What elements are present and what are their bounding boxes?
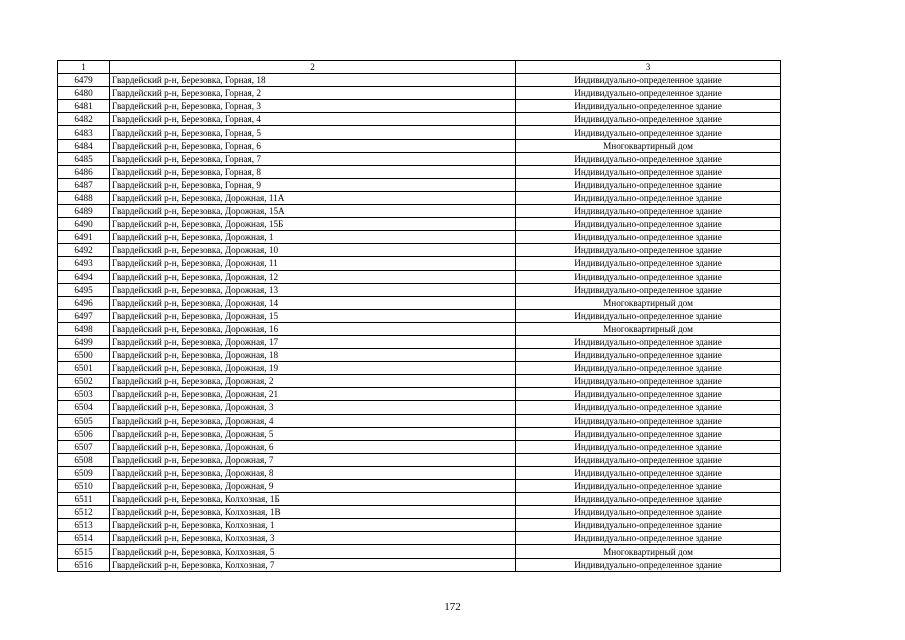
cell-number: 6497 (58, 309, 110, 322)
cell-object-type: Индивидуально-определенное здание (516, 87, 781, 100)
table-row (58, 558, 781, 571)
table-row (58, 362, 781, 375)
cell-object-type: Индивидуально-определенное здание (516, 218, 781, 231)
table-row (58, 191, 781, 204)
table-row (58, 335, 781, 348)
table-row (58, 349, 781, 362)
cell-number: 6508 (58, 453, 110, 466)
cell-address: Гвардейский р-н, Березовка, Дорожная, 11А (110, 191, 516, 204)
table-row (58, 257, 781, 270)
cell-address: Гвардейский р-н, Березовка, Дорожная, 21 (110, 388, 516, 401)
cell-address: Гвардейский р-н, Березовка, Дорожная, 16 (110, 322, 516, 335)
cell-address: Гвардейский р-н, Березовка, Дорожная, 1 (110, 231, 516, 244)
table-row (58, 519, 781, 532)
cell-object-type: Индивидуально-определенное здание (516, 165, 781, 178)
table-row (58, 401, 781, 414)
table-row (58, 375, 781, 388)
cell-number: 6512 (58, 506, 110, 519)
cell-address: Гвардейский р-н, Березовка, Горная, 18 (110, 74, 516, 87)
cell-number: 6514 (58, 532, 110, 545)
table-row (58, 480, 781, 493)
table-row (58, 113, 781, 126)
cell-number: 6484 (58, 139, 110, 152)
cell-number: 6513 (58, 519, 110, 532)
cell-address: Гвардейский р-н, Березовка, Дорожная, 17 (110, 335, 516, 348)
cell-number: 6489 (58, 205, 110, 218)
cell-address: Гвардейский р-н, Березовка, Дорожная, 13 (110, 283, 516, 296)
cell-object-type: Индивидуально-определенное здание (516, 480, 781, 493)
cell-object-type: Индивидуально-определенное здание (516, 113, 781, 126)
table-header-row (58, 61, 781, 74)
cell-number: 6485 (58, 152, 110, 165)
cell-address: Гвардейский р-н, Березовка, Дорожная, 14 (110, 296, 516, 309)
cell-address: Гвардейский р-н, Березовка, Горная, 4 (110, 113, 516, 126)
cell-object-type: Индивидуально-определенное здание (516, 427, 781, 440)
table-row (58, 74, 781, 87)
cell-object-type: Индивидуально-определенное здание (516, 440, 781, 453)
cell-object-type: Индивидуально-определенное здание (516, 257, 781, 270)
cell-object-type: Многоквартирный дом (516, 139, 781, 152)
cell-address: Гвардейский р-н, Березовка, Колхозная, 3 (110, 532, 516, 545)
table-row (58, 244, 781, 257)
cell-address: Гвардейский р-н, Березовка, Дорожная, 18 (110, 349, 516, 362)
table-row (58, 296, 781, 309)
cell-object-type: Индивидуально-определенное здание (516, 519, 781, 532)
table-row (58, 388, 781, 401)
page-number: 172 (444, 601, 461, 613)
table-row (58, 100, 781, 113)
cell-number: 6509 (58, 466, 110, 479)
cell-number: 6501 (58, 362, 110, 375)
cell-address: Гвардейский р-н, Березовка, Дорожная, 2 (110, 375, 516, 388)
cell-object-type: Индивидуально-определенное здание (516, 178, 781, 191)
cell-object-type: Индивидуально-определенное здание (516, 74, 781, 87)
table-row (58, 414, 781, 427)
cell-object-type: Индивидуально-определенное здание (516, 453, 781, 466)
cell-object-type: Индивидуально-определенное здание (516, 401, 781, 414)
cell-number: 6500 (58, 349, 110, 362)
cell-object-type: Многоквартирный дом (516, 545, 781, 558)
cell-object-type: Индивидуально-определенное здание (516, 558, 781, 571)
cell-address: Гвардейский р-н, Березовка, Дорожная, 15Б (110, 218, 516, 231)
cell-number: 6487 (58, 178, 110, 191)
cell-number: 6498 (58, 322, 110, 335)
cell-address: Гвардейский р-н, Березовка, Дорожная, 9 (110, 480, 516, 493)
cell-object-type: Индивидуально-определенное здание (516, 349, 781, 362)
cell-address: Гвардейский р-н, Березовка, Колхозная, 7 (110, 558, 516, 571)
column-header-number: 1 (58, 61, 110, 74)
cell-address: Гвардейский р-н, Березовка, Дорожная, 3 (110, 401, 516, 414)
cell-number: 6502 (58, 375, 110, 388)
table-row (58, 126, 781, 139)
cell-number: 6507 (58, 440, 110, 453)
cell-object-type: Индивидуально-определенное здание (516, 270, 781, 283)
cell-address: Гвардейский р-н, Березовка, Горная, 7 (110, 152, 516, 165)
cell-object-type: Индивидуально-определенное здание (516, 362, 781, 375)
cell-object-type: Индивидуально-определенное здание (516, 532, 781, 545)
cell-object-type: Индивидуально-определенное здание (516, 152, 781, 165)
table-row (58, 309, 781, 322)
cell-number: 6503 (58, 388, 110, 401)
cell-number: 6505 (58, 414, 110, 427)
cell-address: Гвардейский р-н, Березовка, Дорожная, 6 (110, 440, 516, 453)
cell-address: Гвардейский р-н, Березовка, Колхозная, 1 (110, 519, 516, 532)
table-row (58, 545, 781, 558)
table-row (58, 270, 781, 283)
cell-address: Гвардейский р-н, Березовка, Колхозная, 1В (110, 506, 516, 519)
cell-address: Гвардейский р-н, Березовка, Дорожная, 8 (110, 466, 516, 479)
cell-address: Гвардейский р-н, Березовка, Дорожная, 4 (110, 414, 516, 427)
table-row (58, 231, 781, 244)
cell-object-type: Индивидуально-определенное здание (516, 309, 781, 322)
cell-object-type: Индивидуально-определенное здание (516, 466, 781, 479)
cell-object-type: Индивидуально-определенное здание (516, 244, 781, 257)
table-row (58, 283, 781, 296)
cell-number: 6516 (58, 558, 110, 571)
table-row (58, 152, 781, 165)
cell-address: Гвардейский р-н, Березовка, Дорожная, 7 (110, 453, 516, 466)
table-row (58, 493, 781, 506)
cell-object-type: Индивидуально-определенное здание (516, 100, 781, 113)
cell-address: Гвардейский р-н, Березовка, Дорожная, 10 (110, 244, 516, 257)
cell-number: 6491 (58, 231, 110, 244)
cell-address: Гвардейский р-н, Березовка, Дорожная, 15А (110, 205, 516, 218)
cell-number: 6480 (58, 87, 110, 100)
cell-address: Гвардейский р-н, Березовка, Колхозная, 1Б (110, 493, 516, 506)
cell-address: Гвардейский р-н, Березовка, Горная, 2 (110, 87, 516, 100)
cell-address: Гвардейский р-н, Березовка, Дорожная, 11 (110, 257, 516, 270)
cell-number: 6494 (58, 270, 110, 283)
cell-object-type: Индивидуально-определенное здание (516, 126, 781, 139)
table-row (58, 427, 781, 440)
cell-object-type: Индивидуально-определенное здание (516, 191, 781, 204)
table-row (58, 466, 781, 479)
cell-number: 6496 (58, 296, 110, 309)
cell-number: 6492 (58, 244, 110, 257)
table-row (58, 139, 781, 152)
cell-number: 6488 (58, 191, 110, 204)
table-row (58, 506, 781, 519)
column-header-address: 2 (110, 61, 516, 74)
cell-number: 6490 (58, 218, 110, 231)
cell-address: Гвардейский р-н, Березовка, Горная, 9 (110, 178, 516, 191)
cell-address: Гвардейский р-н, Березовка, Дорожная, 12 (110, 270, 516, 283)
cell-object-type: Многоквартирный дом (516, 296, 781, 309)
cell-address: Гвардейский р-н, Березовка, Колхозная, 5 (110, 545, 516, 558)
cell-number: 6486 (58, 165, 110, 178)
cell-address: Гвардейский р-н, Березовка, Дорожная, 19 (110, 362, 516, 375)
cell-number: 6482 (58, 113, 110, 126)
table-row (58, 178, 781, 191)
cell-object-type: Индивидуально-определенное здание (516, 283, 781, 296)
cell-number: 6515 (58, 545, 110, 558)
registry-table-body (58, 61, 781, 572)
cell-number: 6495 (58, 283, 110, 296)
cell-object-type: Индивидуально-определенное здание (516, 388, 781, 401)
cell-address: Гвардейский р-н, Березовка, Горная, 8 (110, 165, 516, 178)
column-header-object-type: 3 (516, 61, 781, 74)
table-row (58, 87, 781, 100)
table-row (58, 218, 781, 231)
cell-address: Гвардейский р-н, Березовка, Горная, 6 (110, 139, 516, 152)
cell-number: 6481 (58, 100, 110, 113)
cell-address: Гвардейский р-н, Березовка, Горная, 3 (110, 100, 516, 113)
table-row (58, 322, 781, 335)
table-row (58, 440, 781, 453)
table-row (58, 532, 781, 545)
table-row (58, 205, 781, 218)
cell-object-type: Индивидуально-определенное здание (516, 506, 781, 519)
table-row (58, 453, 781, 466)
cell-object-type: Индивидуально-определенное здание (516, 205, 781, 218)
registry-table (57, 60, 781, 572)
cell-number: 6510 (58, 480, 110, 493)
cell-object-type: Индивидуально-определенное здание (516, 231, 781, 244)
cell-object-type: Индивидуально-определенное здание (516, 375, 781, 388)
table-row (58, 165, 781, 178)
cell-number: 6479 (58, 74, 110, 87)
cell-number: 6499 (58, 335, 110, 348)
cell-number: 6493 (58, 257, 110, 270)
cell-object-type: Многоквартирный дом (516, 322, 781, 335)
cell-number: 6504 (58, 401, 110, 414)
cell-address: Гвардейский р-н, Березовка, Дорожная, 15 (110, 309, 516, 322)
cell-address: Гвардейский р-н, Березовка, Горная, 5 (110, 126, 516, 139)
cell-object-type: Индивидуально-определенное здание (516, 414, 781, 427)
cell-object-type: Индивидуально-определенное здание (516, 335, 781, 348)
cell-number: 6511 (58, 493, 110, 506)
cell-object-type: Индивидуально-определенное здание (516, 493, 781, 506)
cell-number: 6483 (58, 126, 110, 139)
cell-address: Гвардейский р-н, Березовка, Дорожная, 5 (110, 427, 516, 440)
cell-number: 6506 (58, 427, 110, 440)
